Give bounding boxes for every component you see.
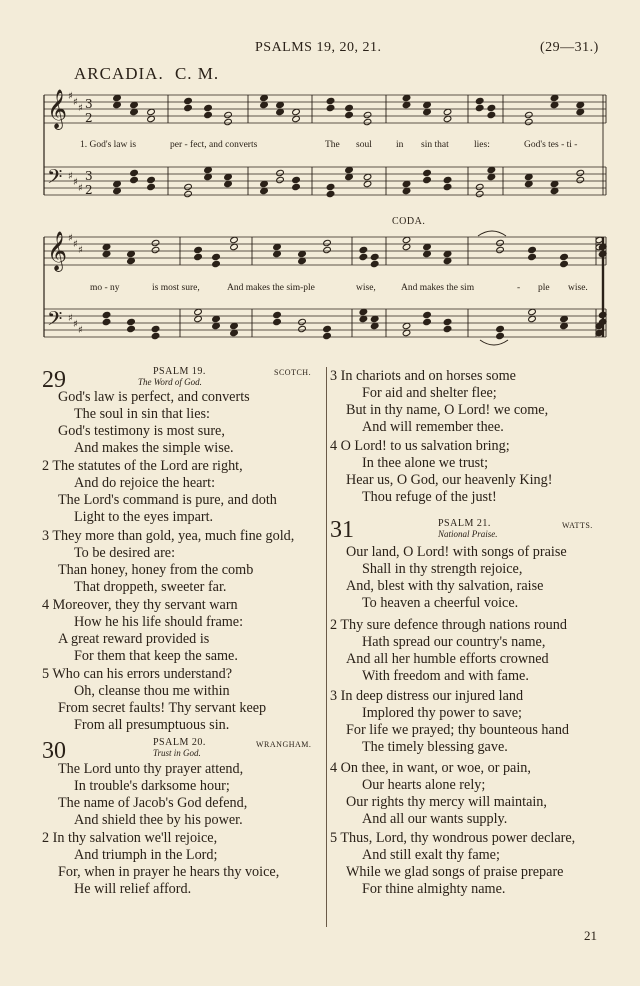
note-head	[230, 329, 239, 336]
verse-line: While we glad songs of praise prepare	[346, 864, 564, 880]
note-head	[273, 250, 282, 257]
verse-line: A great reward provided is	[58, 631, 210, 647]
note-head	[260, 94, 269, 101]
verse-line: The soul in sin that lies:	[74, 406, 210, 422]
music-score	[0, 0, 640, 360]
note-head	[230, 243, 239, 250]
verse-line: 2 The statutes of the Lord are right,	[42, 458, 243, 474]
note-head	[345, 104, 354, 111]
note-head	[345, 173, 354, 180]
note-head	[273, 243, 282, 250]
note-head	[230, 236, 239, 243]
sharp-sign: ♯	[78, 325, 83, 336]
tune-name: ARCADIA.	[74, 64, 164, 83]
note-head	[292, 108, 301, 115]
note-head	[147, 183, 156, 190]
verse-line: And all her humble efforts crowned	[346, 651, 549, 667]
note-head	[475, 183, 484, 190]
note-head	[224, 173, 233, 180]
psalm-21-title: PSALM 21.	[438, 518, 491, 529]
note-head	[443, 115, 452, 122]
lyric-1-d: soul	[356, 140, 372, 150]
note-head	[423, 169, 432, 176]
note-head	[224, 111, 233, 118]
verse-line: And triumph in the Lord;	[74, 847, 218, 863]
verse-line: 5 Who can his errors understand?	[42, 666, 233, 682]
verse-line: 3 In chariots and on horses some	[330, 368, 516, 384]
note-head	[276, 101, 285, 108]
verse-line: Light to the eyes impart.	[74, 509, 214, 525]
note-head	[194, 308, 203, 315]
note-head	[345, 166, 354, 173]
sharp-sign: ♯	[78, 183, 83, 194]
note-head	[443, 325, 452, 332]
psalm-19-composer: SCOTCH.	[274, 368, 312, 377]
verse-line: For thine almighty name.	[362, 881, 506, 897]
sharp-sign: ♯	[68, 233, 73, 244]
note-head	[475, 104, 484, 111]
bass-clef: 𝄢	[47, 307, 63, 335]
note-head	[423, 176, 432, 183]
verse-line: 4 On thee, in want, or woe, or pain,	[330, 760, 531, 776]
note-head	[130, 176, 139, 183]
verse-line: 4 Moreover, they thy servant warn	[42, 597, 238, 613]
note-head	[326, 104, 335, 111]
note-head	[560, 322, 569, 329]
note-head	[212, 260, 221, 267]
sharp-sign: ♯	[68, 91, 73, 102]
note-head	[230, 322, 239, 329]
lyric-2-c: And makes the sim-ple	[227, 283, 315, 293]
lyric-1-g: lies:	[474, 140, 490, 150]
hymn-number-29: 29	[42, 367, 66, 393]
note-head	[147, 108, 156, 115]
note-head	[194, 246, 203, 253]
note-head	[151, 325, 160, 332]
note-head	[326, 190, 335, 197]
note-head	[359, 315, 368, 322]
note-head	[524, 111, 533, 118]
note-head	[487, 173, 496, 180]
note-head	[475, 190, 484, 197]
verse-line: Our hearts alone rely;	[362, 777, 486, 793]
note-head	[102, 243, 111, 250]
note-head	[130, 169, 139, 176]
note-head	[443, 108, 452, 115]
time-signature: 2	[85, 183, 93, 197]
time-signature: 2	[85, 111, 93, 125]
note-head	[370, 322, 379, 329]
slur	[480, 340, 508, 345]
note-head	[560, 260, 569, 267]
verse-line: And will remember thee.	[362, 419, 504, 435]
note-head	[496, 332, 505, 339]
verse-line: 5 Thus, Lord, thy wondrous power declare,	[330, 830, 576, 846]
note-head	[292, 176, 301, 183]
note-head	[528, 246, 537, 253]
note-head	[363, 180, 372, 187]
sharp-sign: ♯	[68, 313, 73, 324]
note-head	[130, 108, 139, 115]
note-head	[102, 318, 111, 325]
note-head	[443, 183, 452, 190]
note-head	[524, 173, 533, 180]
verse-line: For life we prayed; thy bounteous hand	[346, 722, 570, 738]
hymn-number-31: 31	[330, 517, 354, 543]
note-head	[423, 250, 432, 257]
verse-line: Our rights thy mercy will maintain,	[346, 794, 547, 810]
sharp-sign: ♯	[73, 239, 78, 250]
note-head	[550, 180, 559, 187]
bass-clef: 𝄢	[47, 165, 63, 193]
lyric-2-f: -	[517, 283, 521, 293]
note-head	[194, 253, 203, 260]
note-head	[487, 111, 496, 118]
time-signature: 3	[85, 169, 93, 183]
verse-line: The Lord's command is pure, and doth	[58, 492, 277, 508]
slur	[478, 231, 506, 236]
note-head	[550, 101, 559, 108]
psalm-19-title: PSALM 19.	[153, 366, 206, 377]
note-head	[113, 101, 122, 108]
verse-line: And all our wants supply.	[362, 811, 508, 827]
note-head	[113, 94, 122, 101]
note-head	[370, 315, 379, 322]
psalm-21-subtitle: National Praise.	[438, 529, 498, 539]
note-head	[298, 325, 307, 332]
verse-line: For, when in prayer he hears thy voice,	[58, 864, 280, 880]
note-head	[550, 187, 559, 194]
verse-line: Hear us, O God, our heavenly King!	[346, 472, 553, 488]
note-head	[487, 166, 496, 173]
note-head	[560, 315, 569, 322]
note-head	[363, 173, 372, 180]
lyric-1-h: God's tes - ti -	[524, 140, 578, 150]
note-head	[127, 318, 136, 325]
lyric-1-f: sin that	[421, 140, 449, 150]
note-head	[528, 315, 537, 322]
note-head	[423, 311, 432, 318]
note-head	[204, 166, 213, 173]
note-head	[402, 236, 411, 243]
note-head	[576, 169, 585, 176]
verse-line: 3 They more than gold, yea, much fine gold,	[42, 528, 295, 544]
note-head	[363, 118, 372, 125]
verse-line: And still exalt thy fame;	[362, 847, 500, 863]
verse-line: To heaven a cheerful voice.	[362, 595, 519, 611]
verse-line: Hath spread our country's name,	[362, 634, 546, 650]
verse-line: And makes the simple wise.	[74, 440, 234, 456]
sharp-sign: ♯	[73, 319, 78, 330]
note-head	[576, 101, 585, 108]
running-header: PSALMS 19, 20, 21.	[255, 40, 382, 55]
verse-line: Oh, cleanse thou me within	[74, 683, 230, 699]
verse-line: The name of Jacob's God defend,	[58, 795, 248, 811]
tune-meter: C. M.	[174, 64, 220, 83]
note-head	[184, 104, 193, 111]
note-head	[102, 311, 111, 318]
note-head	[292, 183, 301, 190]
note-head	[127, 257, 136, 264]
note-head	[524, 118, 533, 125]
note-head	[130, 101, 139, 108]
note-head	[402, 322, 411, 329]
verse-line: He will relief afford.	[74, 881, 192, 897]
psalm-21-composer: WATTS.	[562, 521, 593, 530]
column-divider	[326, 367, 327, 927]
note-head	[260, 180, 269, 187]
note-head	[402, 187, 411, 194]
verse-line: 2 Thy sure defence through nations round	[330, 617, 567, 633]
verse-line: And do rejoice the heart:	[74, 475, 216, 491]
note-head	[402, 329, 411, 336]
verse-line: God's law is perfect, and converts	[58, 389, 250, 405]
note-head	[359, 308, 368, 315]
note-head	[359, 253, 368, 260]
note-head	[224, 180, 233, 187]
note-head	[323, 325, 332, 332]
lyric-2-a: mo - ny	[90, 283, 120, 293]
note-head	[184, 190, 193, 197]
verse-line: Than honey, honey from the comb	[58, 562, 254, 578]
verse-line: Thou refuge of the just!	[362, 489, 497, 505]
sharp-sign: ♯	[78, 245, 83, 256]
note-head	[423, 243, 432, 250]
verse-line: From all presumptuous sin.	[74, 717, 230, 733]
note-head	[273, 318, 282, 325]
note-head	[276, 108, 285, 115]
verse-line: And, blest with thy salvation, raise	[346, 578, 544, 594]
note-head	[102, 250, 111, 257]
note-head	[224, 118, 233, 125]
note-head	[323, 332, 332, 339]
verse-line: To be desired are:	[74, 545, 176, 561]
psalm-range: (29—31.)	[540, 40, 599, 55]
verse-line: From secret faults! Thy servant keep	[58, 700, 267, 716]
verse-line: 2 In thy salvation we'll rejoice,	[42, 830, 218, 846]
sharp-sign: ♯	[73, 177, 78, 188]
note-head	[260, 187, 269, 194]
treble-clef: 𝄞	[47, 231, 68, 271]
lyric-2-h: wise.	[568, 283, 588, 293]
note-head	[276, 169, 285, 176]
lyric-1-a: 1. God's law is	[80, 140, 137, 150]
verse-line: For them that keep the same.	[74, 648, 238, 664]
treble-clef: 𝄞	[47, 89, 68, 129]
note-head	[260, 101, 269, 108]
coda-label: CODA.	[392, 216, 426, 227]
verse-line: For aid and shelter flee;	[362, 385, 497, 401]
note-head	[402, 94, 411, 101]
note-head	[326, 183, 335, 190]
verse-line: How he his life should frame:	[74, 614, 244, 630]
sharp-sign: ♯	[68, 171, 73, 182]
note-head	[423, 101, 432, 108]
note-head	[184, 97, 193, 104]
verse-line: In thee alone we trust;	[362, 455, 489, 471]
note-head	[496, 325, 505, 332]
lyric-2-d: wise,	[356, 283, 376, 293]
note-head	[298, 250, 307, 257]
note-head	[345, 111, 354, 118]
note-head	[550, 94, 559, 101]
note-head	[298, 318, 307, 325]
verse-line: That droppeth, sweeter far.	[74, 579, 227, 595]
verse-line: But in thy name, O Lord! we come,	[346, 402, 549, 418]
note-head	[443, 176, 452, 183]
note-head	[113, 187, 122, 194]
note-head	[147, 115, 156, 122]
note-head	[443, 250, 452, 257]
verse-line: 3 In deep distress our injured land	[330, 688, 524, 704]
note-head	[147, 176, 156, 183]
note-head	[151, 246, 160, 253]
note-head	[576, 108, 585, 115]
psalm-20-subtitle: Trust in God.	[153, 748, 201, 758]
note-head	[151, 239, 160, 246]
note-head	[204, 104, 213, 111]
note-head	[528, 308, 537, 315]
note-head	[423, 108, 432, 115]
verse-line: The timely blessing gave.	[362, 739, 508, 755]
psalm-20-title: PSALM 20.	[153, 737, 206, 748]
verse-line: With freedom and with fame.	[362, 668, 529, 684]
lyric-2-g: ple	[538, 283, 550, 293]
note-head	[323, 246, 332, 253]
note-head	[204, 111, 213, 118]
verse-line: Implored thy power to save;	[362, 705, 522, 721]
note-head	[496, 239, 505, 246]
verse-line: God's testimony is most sure,	[58, 423, 225, 439]
page-number: 21	[584, 928, 597, 943]
lyric-1-e: in	[396, 140, 404, 150]
note-head	[212, 315, 221, 322]
note-head	[276, 176, 285, 183]
note-head	[402, 180, 411, 187]
note-head	[323, 239, 332, 246]
note-head	[151, 332, 160, 339]
note-head	[326, 97, 335, 104]
note-head	[475, 97, 484, 104]
note-head	[423, 318, 432, 325]
note-head	[127, 325, 136, 332]
sharp-sign: ♯	[73, 97, 78, 108]
note-head	[184, 183, 193, 190]
note-head	[402, 243, 411, 250]
note-head	[496, 246, 505, 253]
lyric-1-b: per - fect, and converts	[170, 140, 258, 150]
note-head	[443, 318, 452, 325]
hymn-number-30: 30	[42, 738, 66, 764]
note-head	[363, 111, 372, 118]
lyric-2-e: And makes the sim	[401, 283, 475, 293]
verse-line: 4 O Lord! to us salvation bring;	[330, 438, 510, 454]
note-head	[204, 173, 213, 180]
note-head	[528, 253, 537, 260]
sharp-sign: ♯	[78, 103, 83, 114]
note-head	[273, 311, 282, 318]
note-head	[359, 246, 368, 253]
note-head	[443, 257, 452, 264]
verse-line: And shield thee by his power.	[74, 812, 243, 828]
note-head	[194, 315, 203, 322]
note-head	[370, 260, 379, 267]
verse-line: In trouble's darksome hour;	[74, 778, 230, 794]
psalm-20-composer: WRANGHAM.	[256, 740, 312, 749]
note-head	[127, 250, 136, 257]
verse-line: The Lord unto thy prayer attend,	[58, 761, 244, 777]
note-head	[212, 322, 221, 329]
note-head	[560, 253, 569, 260]
time-signature: 3	[85, 97, 93, 111]
lyric-2-b: is most sure,	[152, 283, 200, 293]
note-head	[298, 257, 307, 264]
note-head	[113, 180, 122, 187]
psalm-19-subtitle: The Word of God.	[138, 377, 202, 387]
lyric-1-c: The	[325, 140, 340, 150]
note-head	[370, 253, 379, 260]
verse-line: Shall in thy strength rejoice,	[362, 561, 523, 577]
note-head	[402, 101, 411, 108]
note-head	[524, 180, 533, 187]
note-head	[576, 176, 585, 183]
note-head	[292, 115, 301, 122]
note-head	[212, 253, 221, 260]
note-head	[487, 104, 496, 111]
verse-line: Our land, O Lord! with songs of praise	[346, 544, 567, 560]
